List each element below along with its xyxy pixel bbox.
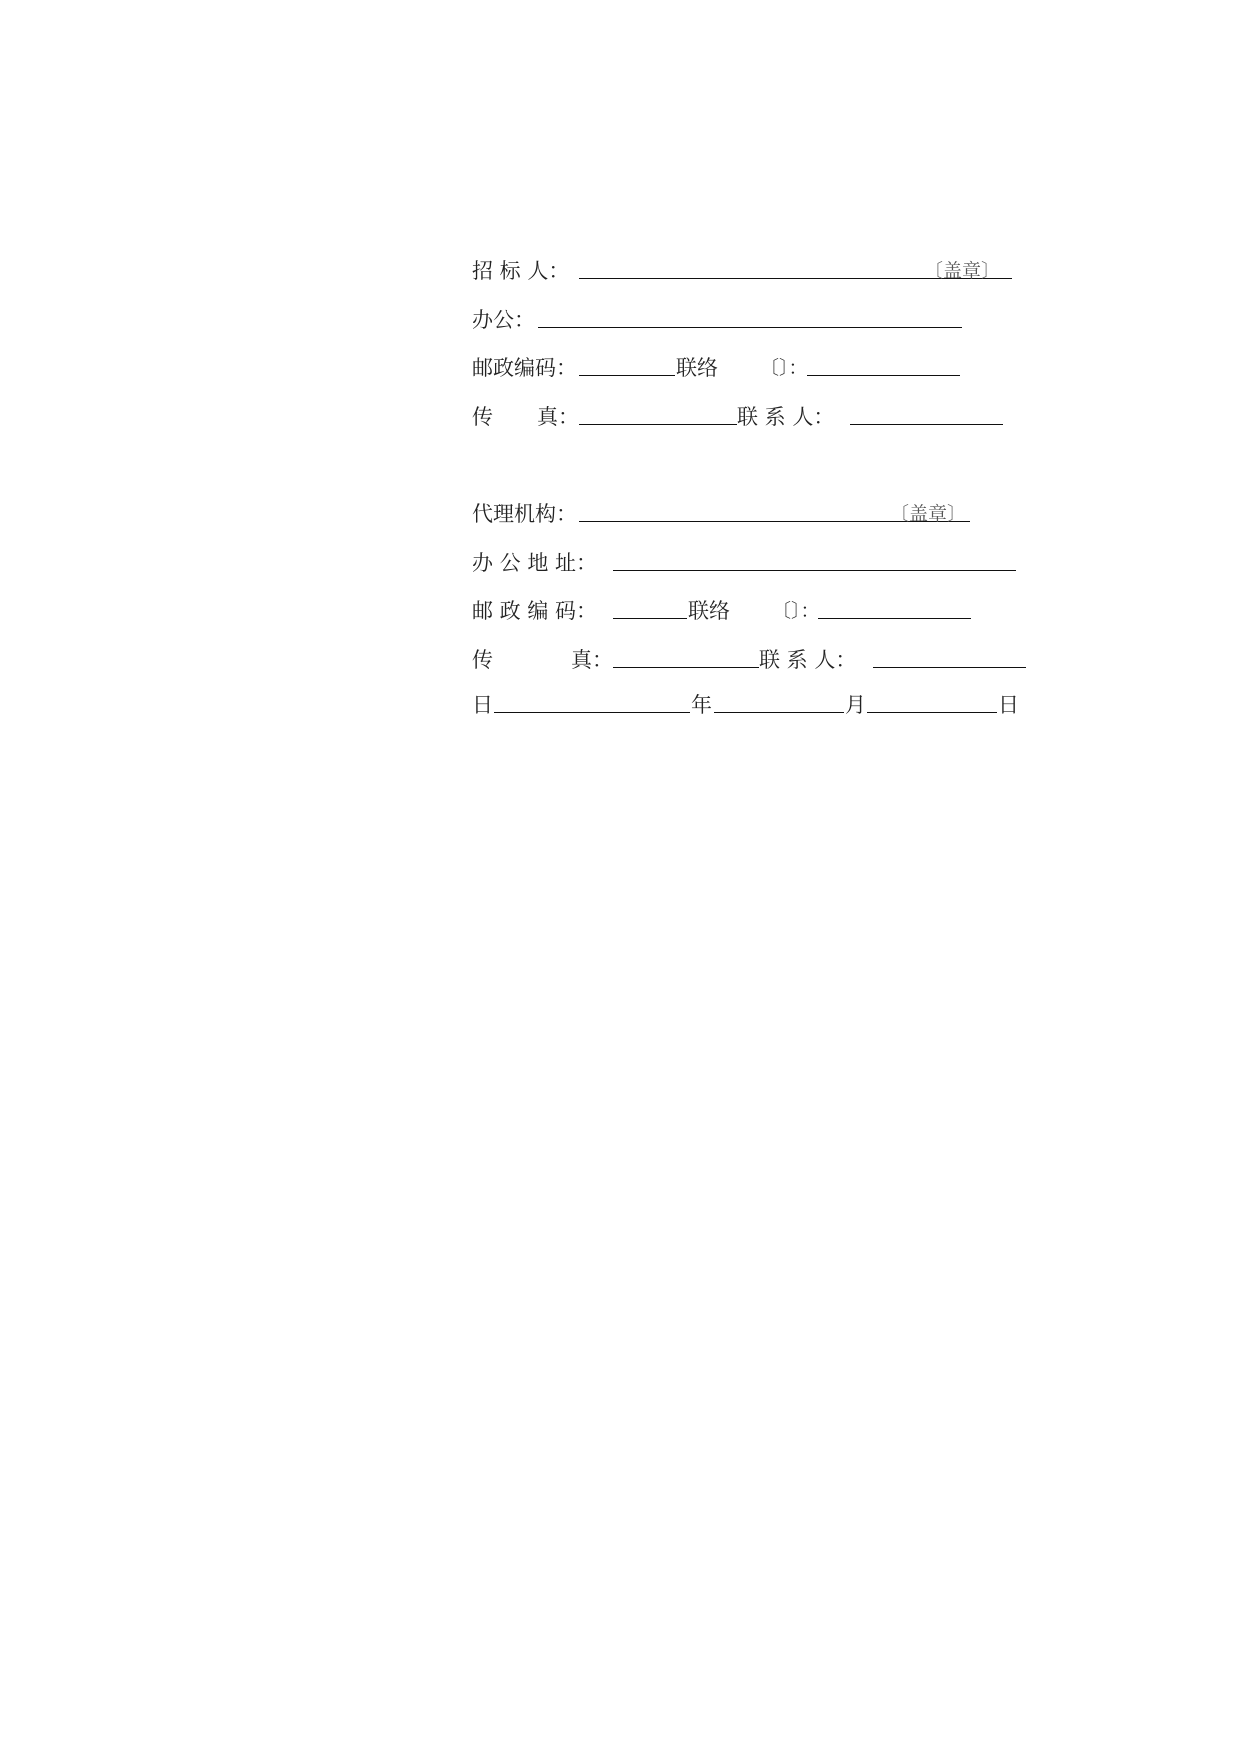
tenderer-contact-person-field[interactable]: [850, 402, 1003, 425]
tenderer-contact-label: 联络: [676, 356, 718, 380]
date-month-field[interactable]: [714, 690, 844, 713]
date-day-field[interactable]: [867, 690, 997, 713]
tenderer-fax-row: [472, 402, 1032, 432]
agency-seal-label: 〔盖章〕: [890, 503, 967, 525]
agency-address-label: 办 公 地 址：: [472, 551, 598, 575]
agency-address-row: [472, 548, 1032, 578]
agency-postcode-label: 邮 政 编 码：: [472, 599, 598, 623]
tenderer-office-label: 办公：: [472, 308, 535, 332]
date-prefix-field[interactable]: [494, 690, 690, 713]
agency-phone-field[interactable]: [818, 596, 971, 619]
agency-name-label: 代理机构：: [472, 502, 577, 526]
tenderer-postcode-label: 邮政编码：: [472, 356, 577, 380]
tenderer-postcode-field[interactable]: [579, 353, 675, 376]
agency-postcode-row: [472, 596, 1032, 626]
tenderer-office-field[interactable]: [538, 305, 962, 328]
date-day-label: 日: [998, 693, 1019, 717]
agency-contact-person-label: 联 系 人：: [759, 648, 857, 672]
tenderer-fax-label: 传: [472, 405, 493, 429]
agency-phone-paren: 〔〕：: [772, 600, 820, 622]
tenderer-postcode-row: [472, 353, 1032, 383]
agency-fax-label-2: 真：: [571, 648, 613, 672]
tenderer-phone-field[interactable]: [807, 353, 960, 376]
tenderer-name-row: [472, 256, 1032, 286]
tenderer-fax-label-2: 真：: [537, 405, 579, 429]
agency-fax-label: 传: [472, 648, 493, 672]
date-row: [472, 690, 1032, 720]
agency-postcode-field[interactable]: [613, 596, 687, 619]
agency-name-row: [472, 499, 1032, 529]
date-month-label: 月: [845, 693, 866, 717]
tenderer-fax-field[interactable]: [579, 402, 737, 425]
tenderer-seal-label: 〔盖章〕: [924, 260, 1001, 282]
tenderer-phone-paren: 〔〕：: [760, 357, 808, 379]
date-prefix-label: 日: [472, 693, 493, 717]
agency-contact-label: 联络: [688, 599, 730, 623]
agency-address-field[interactable]: [613, 548, 1016, 571]
agency-fax-field[interactable]: [613, 645, 759, 668]
tenderer-name-label: 招 标 人：: [472, 259, 570, 283]
tenderer-office-row: [472, 305, 1032, 335]
tenderer-contact-person-label: 联 系 人：: [737, 405, 835, 429]
agency-contact-person-field[interactable]: [873, 645, 1026, 668]
agency-fax-row: [472, 645, 1032, 675]
date-year-label: 年: [691, 693, 712, 717]
